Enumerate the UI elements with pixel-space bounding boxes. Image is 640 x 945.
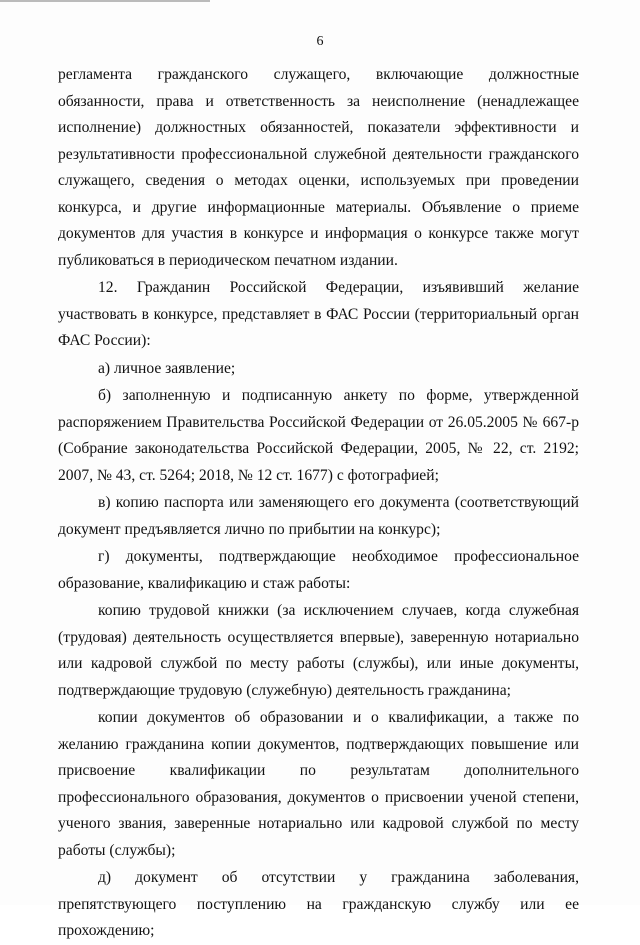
paragraph-subitem-v: в) копию паспорта или заменяющего его документа (соответствующий документ предъявляется лично по прибытии на конкурс); (58, 494, 579, 538)
paragraph-subitem-a: а) личное заявление; (98, 359, 236, 377)
paragraph-subitem-d: д) документ об отсутствии у гражданина заболевания, препятствующего поступлению на гражданскую службу или ее прохождению; (58, 869, 579, 939)
document-body (58, 62, 579, 945)
paragraph-subitem-b: б) заполненную и подписанную анкету по форме, утвержденной распоряжением Правительства Российской Федерации от 26.05.2005 № 667-р (Собрание законодательства Российской Федерации, 2005, № 22, ст. 2192; 2007, № 43, ст. 5264; 2018, № 12 ст. 1677) с фотографией; (58, 387, 579, 484)
paragraph-item-12: 12. Гражданин Российской Федерации, изъявивший желание участвовать в конкурсе, представляет в ФАС России (территориальный орган ФАС России): (58, 279, 579, 349)
page-number: 6 (316, 34, 324, 49)
paragraph-subitem-g: г) документы, подтверждающие необходимое профессиональное образование, квалификацию и стаж работы: (58, 548, 579, 592)
paragraph-education-documents: копии документов об образовании и о квалификации, а также по желанию гражданина копии документов, подтверждающих повышение или присвоение квалификации по результатам дополнительного профессионального образования, документов о присвоении ученой степени, ученого звания, заверенные нотариально или кадровой службой по месту работы (службы); (58, 709, 579, 859)
paragraph-regulation-continuation: регламента гражданского служащего, включающие должностные обязанности, права и ответственность за неисполнение (ненадлежащее исполнение) должностных обязанностей, показатели эффективности и результативности профессиональной служебной деятельности гражданского служащего, сведения о методах оценки, используемых при проведении конкурса, и другие информационные материалы. Объявление о приеме документов для участия в конкурсе и информация о конкурсе также могут публиковаться в периодическом печатном издании. (58, 66, 579, 269)
scan-edge-line (0, 0, 210, 2)
paragraph-work-record-copy: копию трудовой книжки (за исключением случаев, когда служебная (трудовая) деятельность осуществляется впервые), заверенную нотариально или кадровой службой по месту работы (службы), или иные документы, подтверждающие трудовую (служебную) деятельность гражданина; (58, 602, 579, 699)
